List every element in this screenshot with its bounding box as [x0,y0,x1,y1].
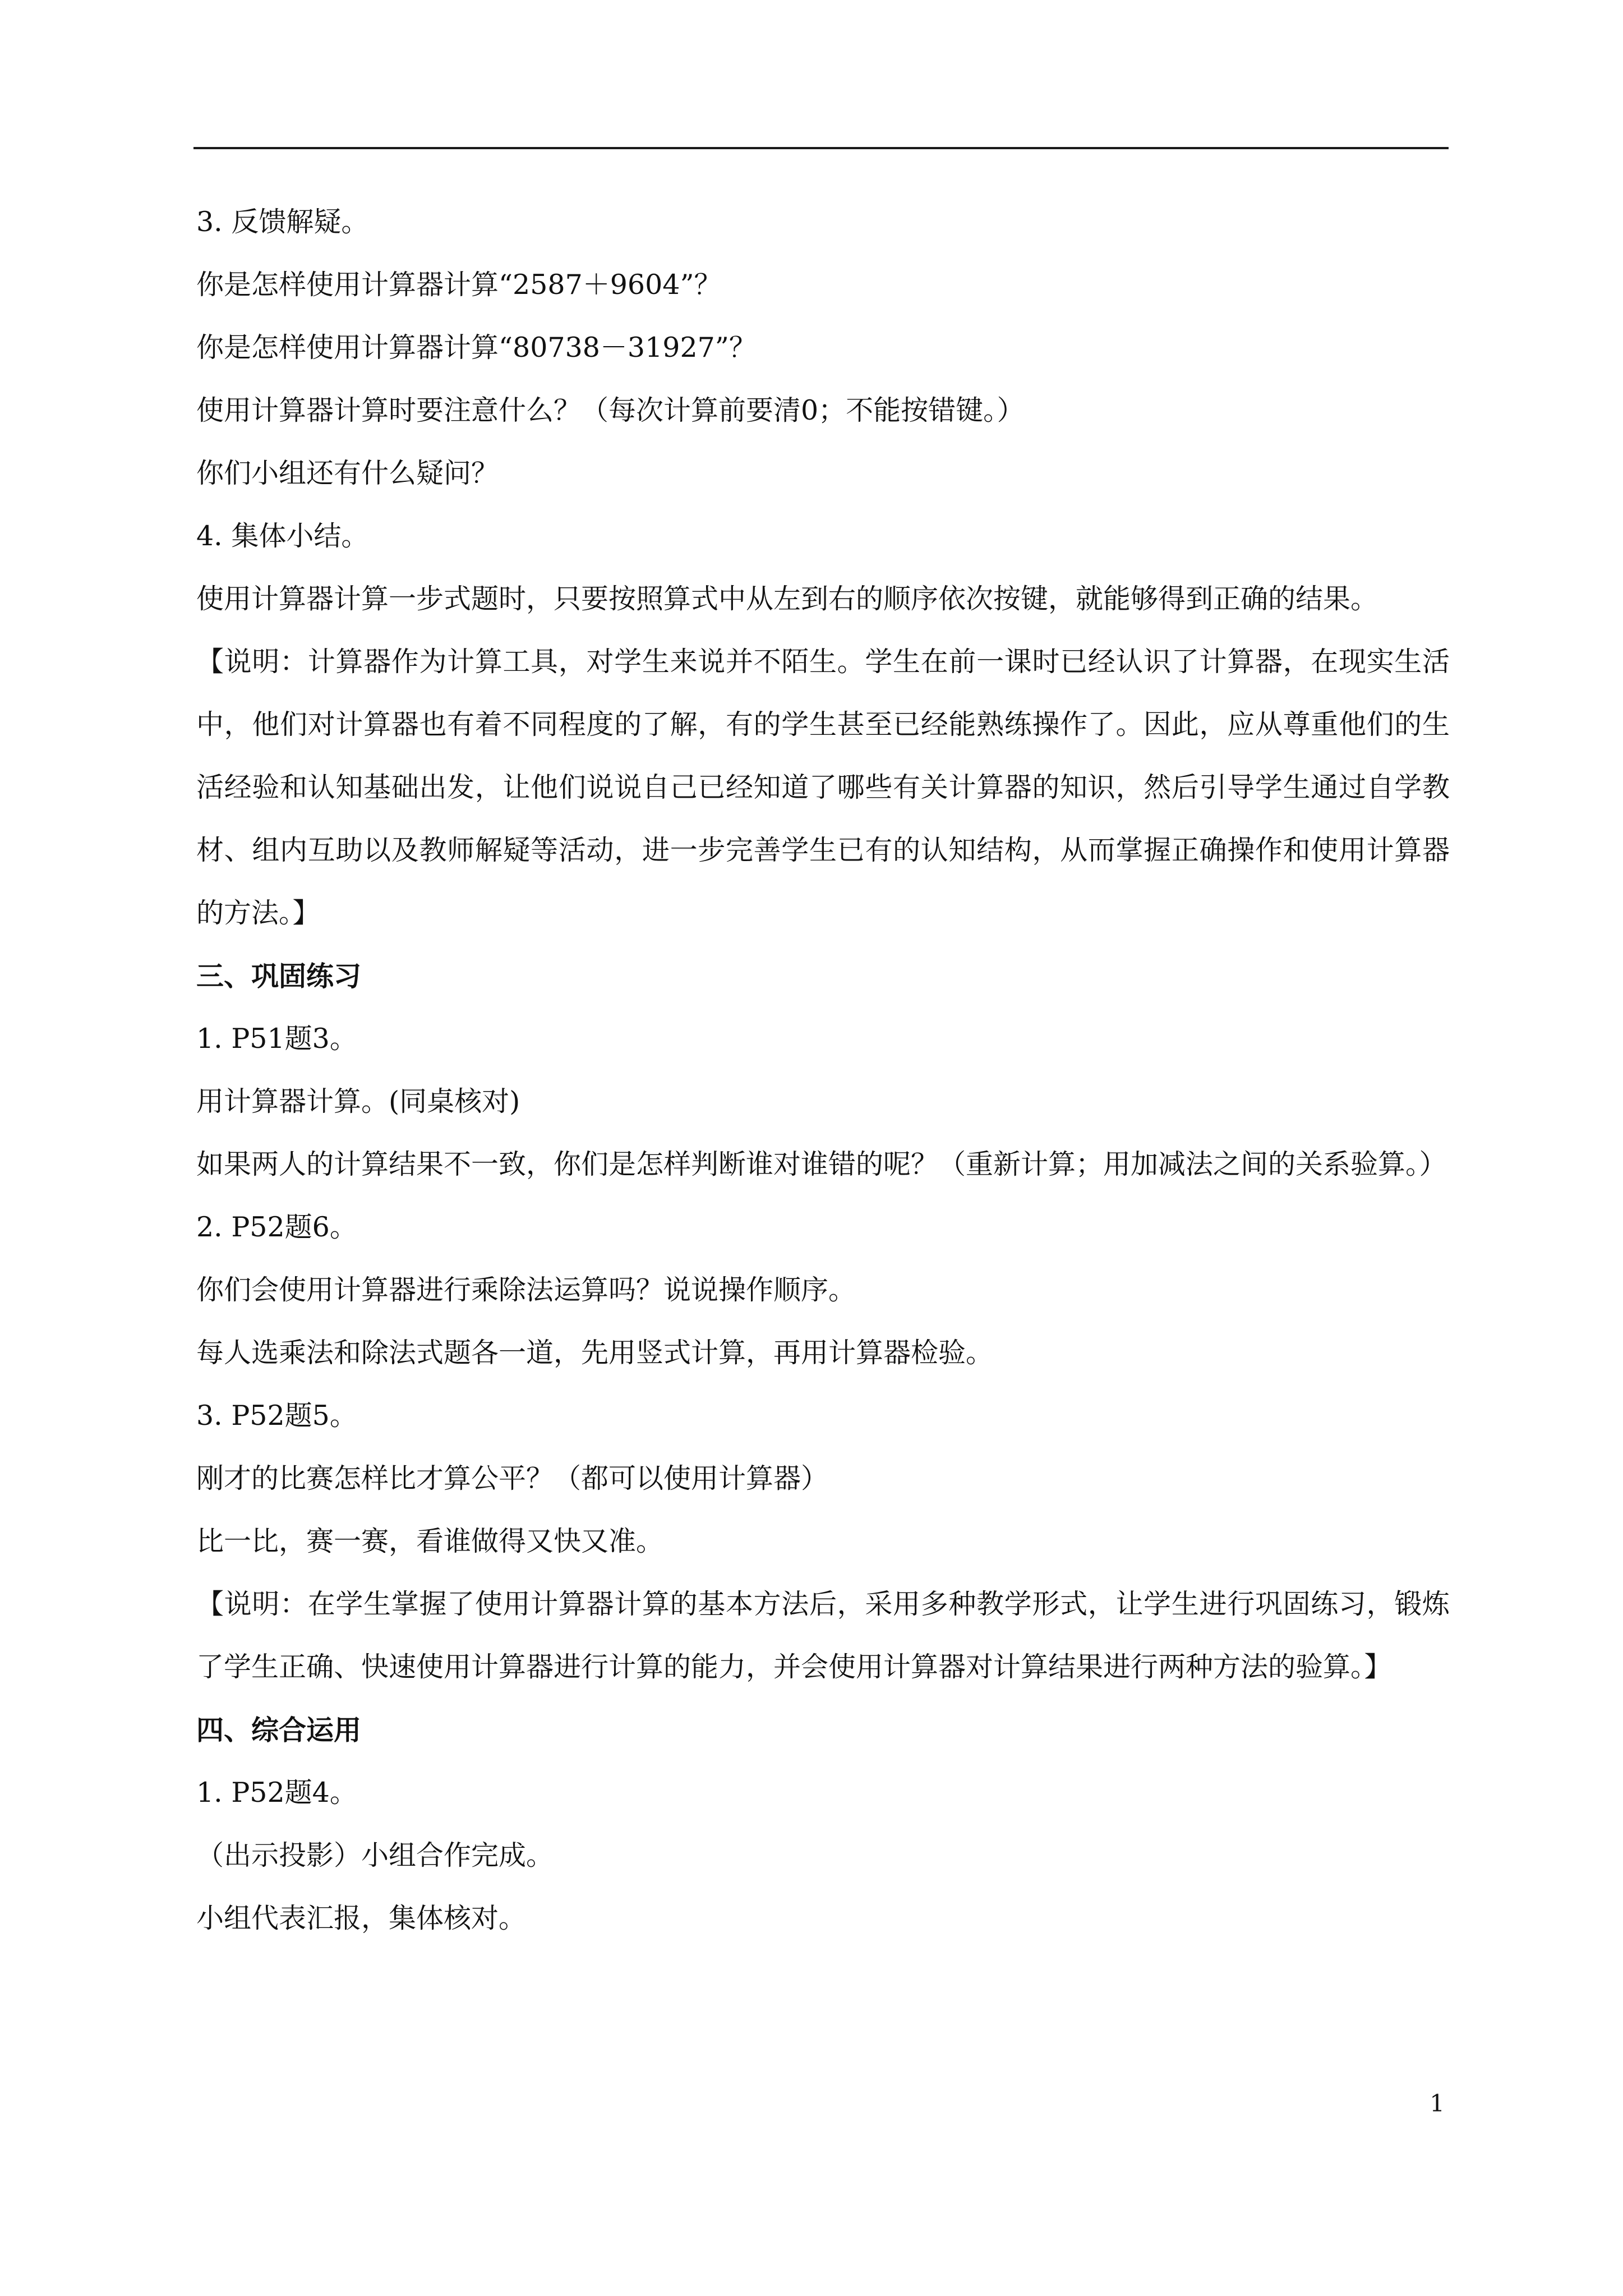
body-paragraph: 用计算器计算。(同桌核对) [196,1085,520,1117]
item-heading: 4. 集体小结。 [196,520,369,552]
item-heading: 3. P52题5。 [196,1400,357,1432]
question-paragraph: 你是怎样使用计算器计算“2587＋9604”？ [196,269,722,301]
section-heading: 四、综合运用 [196,1714,362,1746]
body-paragraph: 小组代表汇报，集体核对。 [196,1902,527,1934]
page-number: 1 [1430,2090,1445,2117]
question-paragraph: 使用计算器计算时要注意什么？（每次计算前要清0；不能按错键。） [196,394,1025,426]
summary-paragraph: 使用计算器计算一步式题时，只要按照算式中从左到右的顺序依次按键，就能够得到正确的结果。 [196,583,1378,615]
question-paragraph: 你们小组还有什么疑问？ [196,457,499,489]
body-paragraph: （出示投影）小组合作完成。 [196,1839,554,1871]
item-heading: 3. 反馈解疑。 [196,206,369,238]
note-paragraph: 【说明：计算器作为计算工具，对学生来说并不陌生。学生在前一课时已经认识了计算器，在现实生活中，他们对计算器也有着不同程度的了解，有的学生甚至已经能熟练操作了。因此，应从尊重他们的生活经验和认知基础出发，让他们说说自己已经知道了哪些有关计算器的知识，然后引导学生通过自学教材、组内互助以及教师解疑等活动，进一步完善学生已有的认知结构，从而掌握正确操作和使用计算器的方法。】 [196,646,1450,929]
document-body [196,191,1450,1950]
item-heading: 1. P52题4。 [196,1777,357,1809]
header-rule [193,147,1449,149]
question-paragraph: 刚才的比赛怎样比才算公平？（都可以使用计算器） [196,1462,829,1494]
note-paragraph: 【说明：在学生掌握了使用计算器计算的基本方法后，采用多种教学形式，让学生进行巩固练习，锻炼了学生正确、快速使用计算器进行计算的能力，并会使用计算器对计算结果进行两种方法的验算。】 [196,1588,1450,1683]
item-heading: 2. P52题6。 [196,1211,357,1243]
question-paragraph: 你是怎样使用计算器计算“80738－31927”？ [196,332,757,364]
body-paragraph: 比一比，赛一赛，看谁做得又快又准。 [196,1525,664,1557]
question-paragraph: 如果两人的计算结果不一致，你们是怎样判断谁对谁错的呢？（重新计算；用加减法之间的关系验算。） [196,1148,1447,1180]
section-heading: 三、巩固练习 [196,960,362,992]
question-paragraph: 你们会使用计算器进行乘除法运算吗？说说操作顺序。 [196,1274,856,1306]
item-heading: 1. P51题3。 [196,1023,357,1055]
body-paragraph: 每人选乘法和除法式题各一道，先用竖式计算，再用计算器检验。 [196,1337,994,1369]
